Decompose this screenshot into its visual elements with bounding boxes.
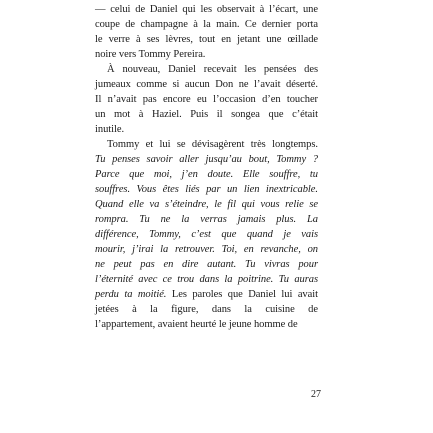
text-run: un mot à Haziel. Puis il songea que c’était bbox=[95, 109, 318, 120]
text-line bbox=[95, 272, 318, 287]
text-line bbox=[95, 287, 318, 302]
italic-text: mourir, j’irai la retrouver. Toi, en revanche, on bbox=[95, 244, 318, 255]
text-run: inutile. bbox=[95, 124, 125, 135]
paragraph bbox=[95, 2, 318, 62]
text-run: l’appartement, avaient heurté le jeune homme de bbox=[95, 319, 298, 330]
text-line bbox=[95, 107, 318, 122]
text-run: jumeaux comme si aucun Don ne l’avait déserté. bbox=[95, 79, 318, 90]
text-line bbox=[95, 257, 318, 272]
text-run: Les paroles que Daniel lui avait bbox=[166, 289, 318, 300]
text-line bbox=[95, 302, 318, 317]
text-run: À nouveau, Daniel recevait les pensées des bbox=[107, 64, 318, 75]
text-run: noire vers Tommy Pereira. bbox=[95, 49, 206, 60]
paragraph bbox=[95, 137, 318, 332]
text-line bbox=[95, 137, 318, 152]
text-line bbox=[95, 212, 318, 227]
text-run: Tommy et lui se dévisagèrent très longtemps. bbox=[107, 139, 318, 150]
text-line bbox=[95, 47, 318, 62]
italic-text: Quand elle va s’éteindre, le fil qui vous relie se bbox=[95, 199, 318, 210]
text-line bbox=[95, 62, 318, 77]
text-line bbox=[95, 317, 318, 332]
body-text bbox=[95, 2, 318, 332]
italic-text: différence, Tommy, c’est que quand je vais bbox=[95, 229, 318, 240]
text-line bbox=[95, 182, 318, 197]
text-run: Il n’avait pas encore eu l’occasion d’en toucher bbox=[95, 94, 318, 105]
text-line bbox=[95, 2, 318, 17]
text-line bbox=[95, 152, 318, 167]
italic-text: Parce que moi, j’en doute. Elle souffre, tu bbox=[95, 169, 318, 180]
italic-text: l’éternité avec ce trou dans la poitrine. Tu auras bbox=[95, 274, 318, 285]
text-run: — celui de Daniel qui les observait à l’écart, une bbox=[95, 4, 318, 15]
text-line bbox=[95, 92, 318, 107]
paragraph bbox=[95, 62, 318, 137]
text-line bbox=[95, 167, 318, 182]
italic-text: rompra. Tu ne la verras jamais plus. La bbox=[95, 214, 318, 225]
italic-text: souffres. Vous êtes liés par un lien inextricable. bbox=[95, 184, 318, 195]
text-line bbox=[95, 17, 318, 32]
text-line bbox=[95, 227, 318, 242]
text-line bbox=[95, 242, 318, 257]
text-line bbox=[95, 122, 318, 137]
italic-text: ne peut pas en dire autant. Tu vivras pour bbox=[95, 259, 318, 270]
italic-text: perdu ta moitié. bbox=[95, 289, 167, 300]
text-run: jetées à la figure, dans la cuisine de bbox=[95, 304, 318, 315]
italic-text: Tu penses savoir aller jusqu’au bout, Tommy ? bbox=[95, 154, 318, 165]
text-line bbox=[95, 77, 318, 92]
text-line bbox=[95, 197, 318, 212]
page-number: 27 bbox=[311, 389, 321, 400]
text-run: coupe de champagne à la main. Ce dernier porta bbox=[95, 19, 318, 30]
text-run: le verre à ses lèvres, tout en jetant une œillade bbox=[95, 34, 318, 45]
text-line bbox=[95, 32, 318, 47]
